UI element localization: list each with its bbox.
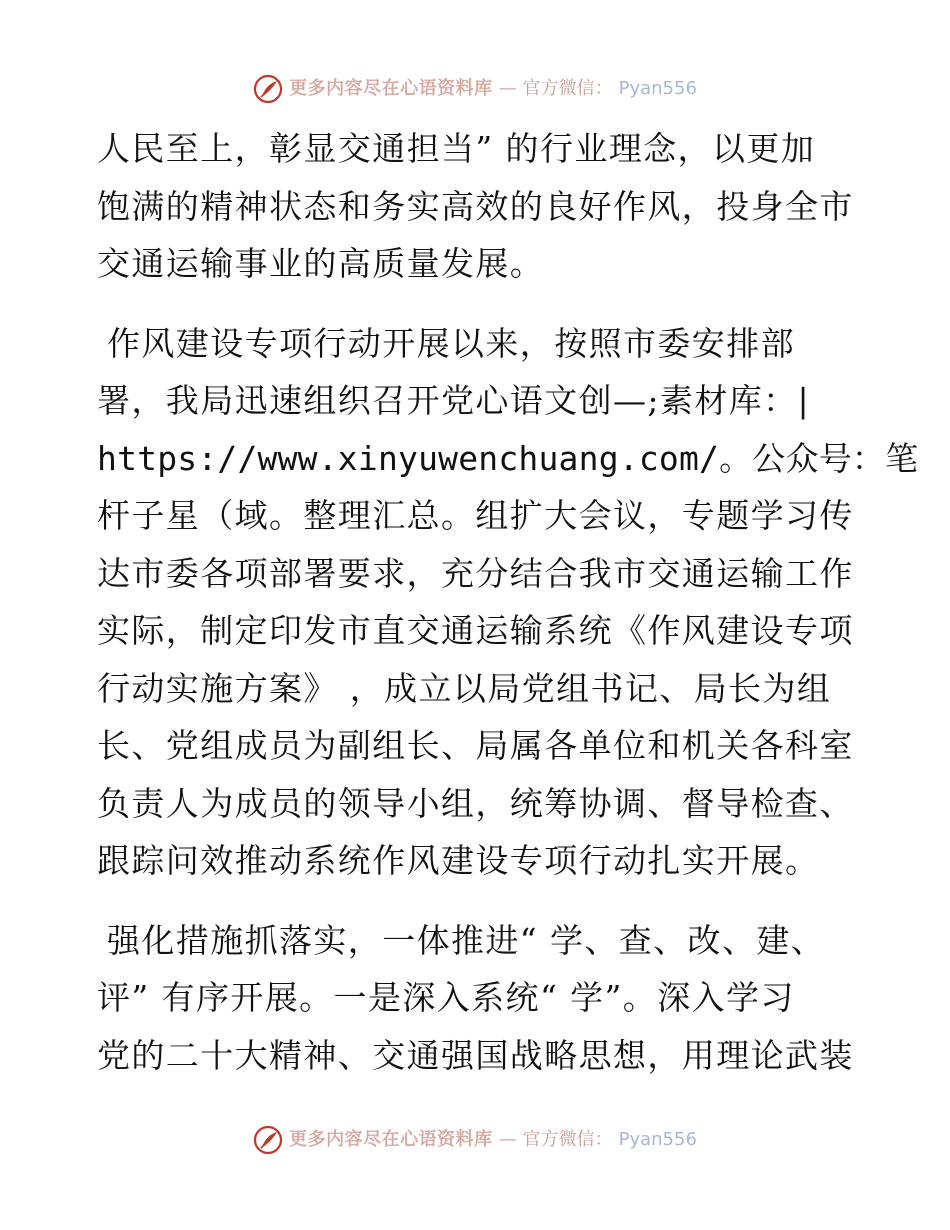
watermark-separator: — <box>498 1129 517 1150</box>
watermark-wechat-id: Pyan556 <box>618 78 697 99</box>
paragraph-line: 署，我局迅速组织召开党心语文创—;素材库：| <box>97 381 811 420</box>
feather-pen-logo-icon <box>253 1125 283 1155</box>
watermark-wechat-id: Pyan556 <box>618 1129 697 1150</box>
feather-pen-logo-icon <box>253 74 283 104</box>
paragraph-line: 负责人为成员的领导小组，统筹协调、督导检查、 <box>97 783 854 823</box>
paragraph-line: 人民至上，彰显交通担当” 的行业理念，以更加 <box>97 129 816 168</box>
paragraph-line: 实际，制定印发市直交通运输系统《作风建设专项 <box>97 611 854 650</box>
paragraph-1 <box>97 120 867 293</box>
paragraph-2 <box>97 315 919 890</box>
watermark-text: 更多内容尽在心语资料库 <box>289 1129 493 1150</box>
paragraph-line: 杆子星（域。整理汇总。组扩大会议，专题学习传 <box>97 496 854 535</box>
paragraph-line: 跟踪问效推动系统作风建设专项行动扎实开展。 <box>97 841 820 880</box>
paragraph-line: 评” 有序开展。一是深入系统“ 学”。深入学习 <box>97 978 795 1017</box>
paragraph-line-url: https://www.xinyuwenchuang.com/。公众号：笔 <box>97 438 919 478</box>
document-body <box>97 120 919 1090</box>
paragraph-line: 党的二十大精神、交通强国战略思想，用理论武装 <box>97 1035 854 1075</box>
watermark-text: 更多内容尽在心语资料库 <box>289 78 493 99</box>
paragraph-line: 作风建设专项行动开展以来，按照市委安排部 <box>107 323 795 363</box>
watermark-wechat-label: 官方微信： <box>522 78 613 99</box>
paragraph-line: 交通运输事业的高质量发展。 <box>97 244 545 283</box>
paragraph-line: 行动实施方案》 ，成立以局党组书记、局长为组 <box>97 668 832 708</box>
watermark-wechat-label: 官方微信： <box>522 1129 613 1150</box>
paragraph-line: 强化措施抓落实，一体推进“ 学、查、改、建、 <box>107 920 826 960</box>
paragraph-line: 长、党组成员为副组长、局属各单位和机关各科室 <box>97 726 854 765</box>
paragraph-line: 达市委各项部署要求，充分结合我市交通运输工作 <box>97 553 854 593</box>
paragraph-3 <box>97 912 867 1085</box>
header-watermark <box>0 74 950 104</box>
watermark-separator: — <box>498 78 517 99</box>
paragraph-line: 饱满的精神状态和务实高效的良好作风，投身全市 <box>97 186 854 226</box>
footer-watermark <box>0 1125 950 1155</box>
